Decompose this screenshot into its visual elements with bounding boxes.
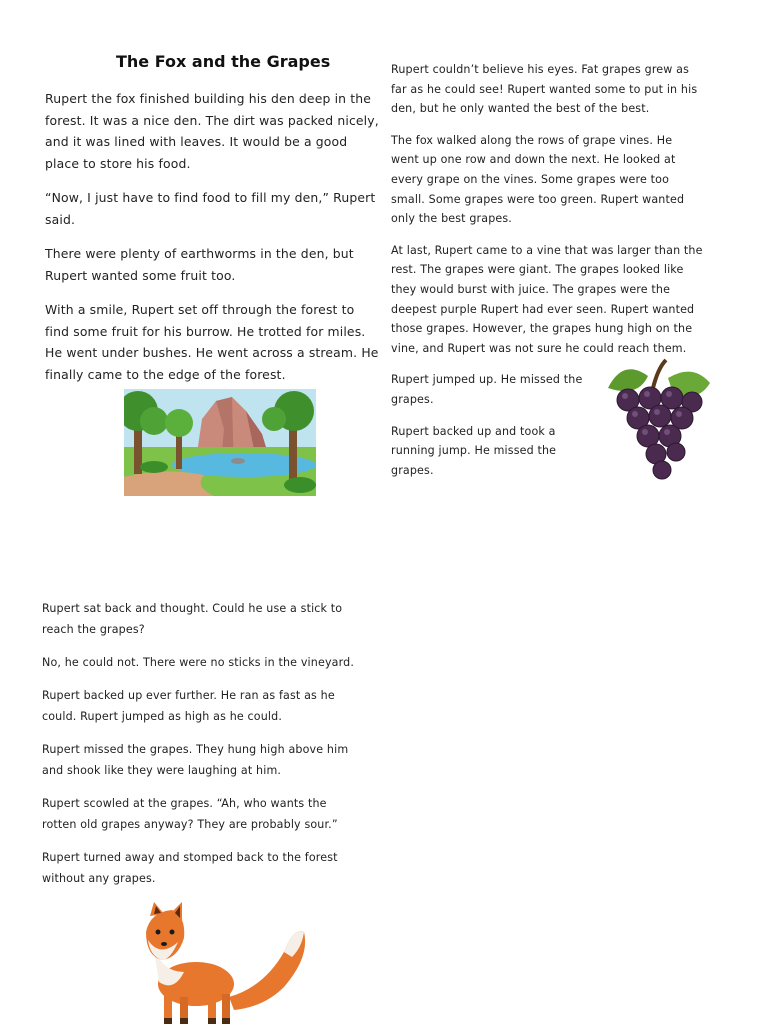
paragraph: Rupert couldn’t believe his eyes. Fat grapes grew as far as he could see! Rupert wanted some to put in his den, but he only wanted the best of the best. (391, 63, 698, 116)
paragraph: “Now, I just have to find food to fill my den,” Rupert said. (45, 190, 376, 227)
paragraph: Rupert backed up and took a running jump. He missed the grapes. (391, 424, 557, 477)
fox-illustration (134, 902, 310, 1024)
bottom-column-text (42, 598, 360, 901)
paragraph: Rupert turned away and stomped back to the forest without any grapes. (42, 851, 338, 885)
left-column-text (45, 88, 381, 398)
paragraph: Rupert sat back and thought. Could he use a stick to reach the grapes? (42, 602, 343, 636)
grapes-illustration (598, 358, 712, 484)
paragraph: No, he could not. There were no sticks in the vineyard. (42, 656, 354, 669)
paragraph: Rupert the fox finished building his den deep in the forest. It was a nice den. The dirt was packed nicely, and it was lined with leaves. It would be a good place to store his food. (45, 91, 379, 171)
paragraph: Rupert missed the grapes. They hung high above him and shook like they were laughing at him. (42, 743, 349, 777)
paragraph: Rupert backed up ever further. He ran as fast as he could. Rupert jumped as high as he could. (42, 689, 335, 723)
paragraph: The fox walked along the rows of grape vines. He went up one row and down the next. He looked at every grape on the vines. Some grapes were too small. Some grapes were too green. Rupert wanted only the best grapes. (391, 133, 685, 226)
page-title: The Fox and the Grapes (116, 52, 331, 71)
paragraph: At last, Rupert came to a vine that was larger than the rest. The grapes were giant. The grapes looked like they would burst with juice. The grapes were the deepest purple Rupert had ever seen. Rupert wanted those grapes. However, the grapes hung high on the vine, and Rupert was not sure he could reach them. (391, 243, 703, 355)
paragraph: There were plenty of earthworms in the den, but Rupert wanted some fruit too. (45, 246, 354, 283)
paragraph: Rupert scowled at the grapes. “Ah, who wants the rotten old grapes anyway? They are probably sour.” (42, 797, 338, 831)
paragraph: With a smile, Rupert set off through the forest to find some fruit for his burrow. He trotted for miles. He went under bushes. He went across a stream. He finally came to the edge of the forest. (45, 302, 379, 382)
forest-illustration (124, 389, 316, 496)
paragraph: Rupert jumped up. He missed the grapes. (391, 373, 583, 406)
